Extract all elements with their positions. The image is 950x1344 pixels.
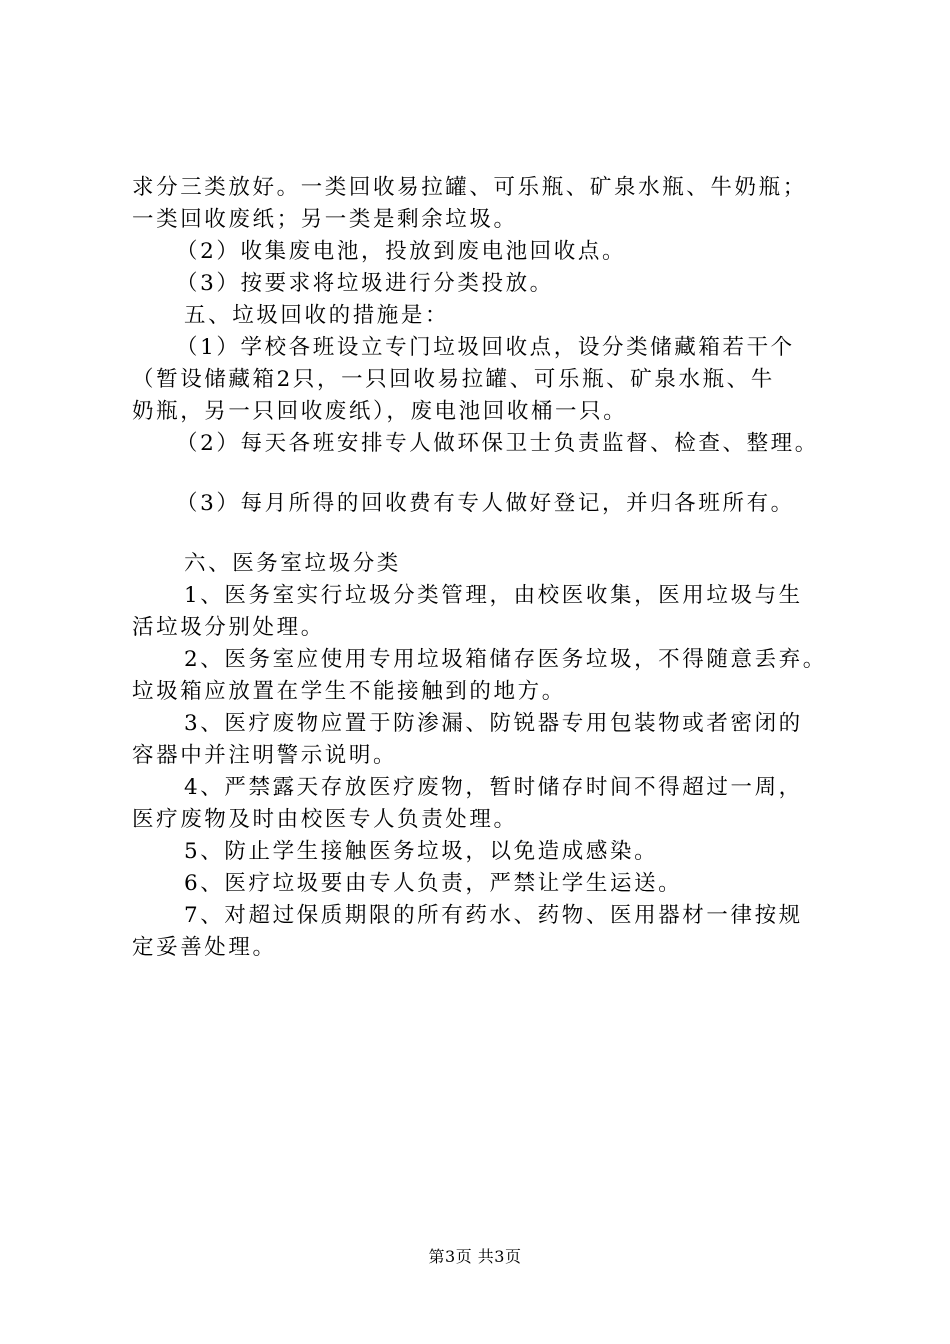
- text-line: 5、防止学生接触医务垃圾，以免造成感染。: [184, 839, 659, 864]
- page-footer: 第3页 共3页: [428, 1247, 522, 1266]
- text-line: （3）按要求将垃圾进行分类投放。: [176, 271, 554, 296]
- text-line: 3、医疗废物应置于防渗漏、防锐器专用包装物或者密闭的: [184, 711, 803, 736]
- text-line: 定妥善处理。: [132, 935, 277, 960]
- text-line: 垃圾箱应放置在学生不能接触到的地方。: [132, 679, 566, 704]
- text-line: （2）收集废电池，投放到废电池回收点。: [176, 239, 627, 264]
- text-line: （1）学校各班设立专门垃圾回收点，设分类储藏箱若干个: [176, 335, 795, 360]
- paragraph-gap: [132, 460, 852, 488]
- text-line: 医疗废物及时由校医专人负责处理。: [132, 807, 518, 832]
- text-line: 求分三类放好。一类回收易拉罐、可乐瓶、矿泉水瓶、牛奶瓶；: [132, 175, 807, 200]
- text-line: 2、医务室应使用专用垃圾箱储存医务垃圾，不得随意丢弃。: [184, 647, 827, 672]
- text-line: 4、严禁露天存放医疗废物，暂时储存时间不得超过一周，: [184, 775, 803, 800]
- text-line: 奶瓶，另一只回收废纸），废电池回收桶一只。: [132, 399, 628, 424]
- text-line: 1、医务室实行垃圾分类管理，由校医收集，医用垃圾与生: [184, 583, 803, 608]
- text-line: 7、对超过保质期限的所有药水、药物、医用器材一律按规: [184, 903, 803, 928]
- section-heading: 六、医务室垃圾分类: [184, 551, 401, 576]
- text-line: （3）每月所得的回收费有专人做好登记，并归各班所有。: [176, 491, 795, 516]
- section-heading: 五、垃圾回收的措施是：: [184, 303, 450, 328]
- text-line: 6、医疗垃圾要由专人负责，严禁让学生运送。: [184, 871, 683, 896]
- text-line: 一类回收废纸；另一类是剩余垃圾。: [132, 207, 518, 232]
- paragraph-gap: [132, 520, 852, 548]
- text-line: 活垃圾分别处理。: [132, 615, 325, 640]
- text-line: （2）每天各班安排专人做环保卫士负责监督、检查、整理。: [176, 431, 819, 456]
- document-body: [132, 172, 852, 964]
- text-line: 容器中并注明警示说明。: [132, 743, 398, 768]
- text-line: （暂设储藏箱2只，一只回收易拉罐、可乐瓶、矿泉水瓶、牛: [132, 367, 775, 392]
